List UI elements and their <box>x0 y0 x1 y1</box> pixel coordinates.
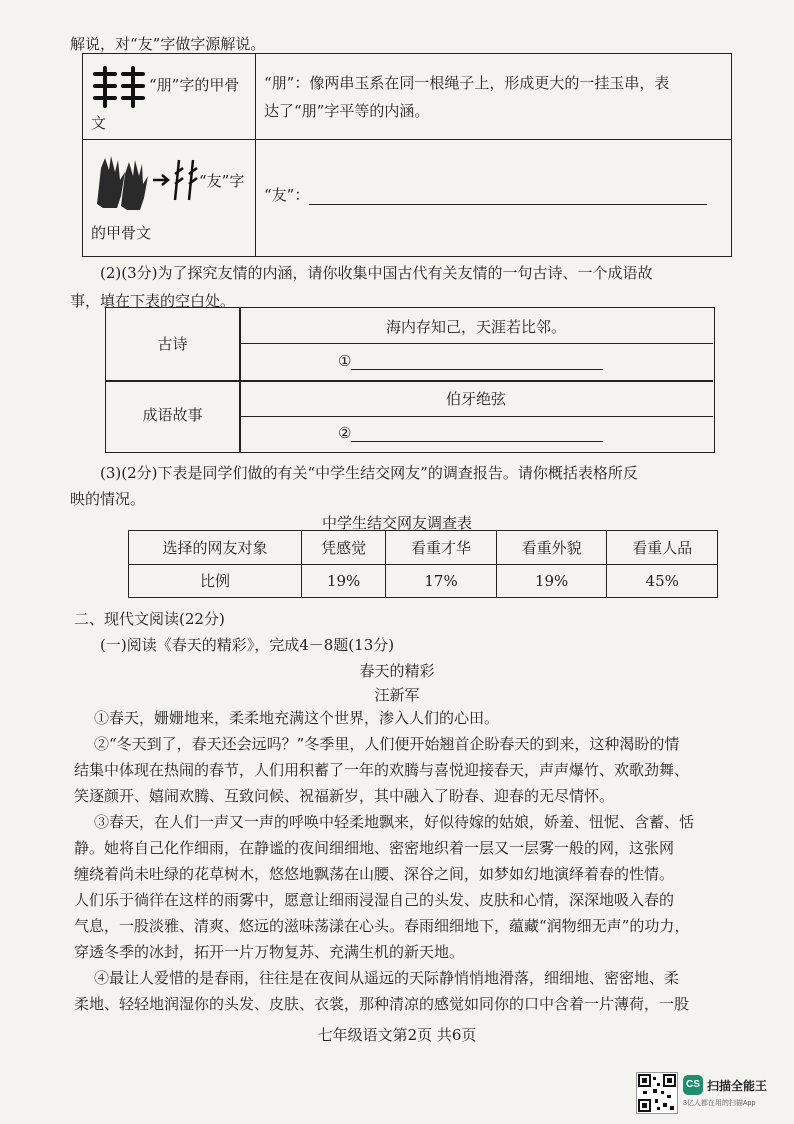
survey-value-looks: 19% <box>496 564 607 598</box>
friendship-table <box>105 307 715 453</box>
paragraph-3-line: 穿透冬季的冰封，拓开一片万物复苏、充满生机的新天地。 <box>74 943 465 961</box>
paragraph-2-line: 笑逐颜开、嬉闹欢腾、互致问候、祝福新岁，其中融入了盼春、迎春的无尽情怀。 <box>74 787 615 805</box>
qr-code <box>636 1072 678 1114</box>
q2-line-2: 事，填在下表的空白处。 <box>70 292 236 310</box>
section-heading: 二、现代文阅读(22分) <box>74 610 225 628</box>
poem-label: 古诗 <box>157 335 188 353</box>
article-author: 汪新军 <box>374 686 420 704</box>
survey-title: 中学生结交网友调查表 <box>321 514 472 532</box>
qr-code-icon <box>637 1073 677 1113</box>
peng-label-a: “朋”字的甲骨 <box>149 76 240 94</box>
poem-blank-field[interactable] <box>338 352 603 370</box>
paragraph-3-line: ③春天，在人们一声又一声的呼唤中轻柔地飘来，好似待嫁的姑娘，娇羞、忸怩、含蓄、恬 <box>94 813 695 831</box>
paragraph-4-line: ④最让人爱惜的是春雨，往往是在夜间从遥远的天际静悄悄地滑落，细细地、密密地、柔 <box>94 969 680 987</box>
etymology-table <box>82 53 732 257</box>
survey-row-label: 比例 <box>129 564 302 598</box>
paragraph-1: ①春天，姗姗地来，柔柔地充满这个世界，渗入人们的心田。 <box>94 709 500 727</box>
you-oracle-glyph <box>91 150 203 212</box>
survey-value-talent: 17% <box>386 564 497 598</box>
q3-line-2: 映的情况。 <box>70 490 146 508</box>
paragraph-3-line: 气息，一股淡雅、清爽、悠远的滋味荡漾在心头。春雨细细地下，蕴藏“润物细无声”的功力， <box>74 917 690 935</box>
peng-cell <box>83 54 256 140</box>
idiom-blank-line[interactable] <box>351 427 603 442</box>
you-answer[interactable] <box>264 184 707 205</box>
peng-explain-cell <box>256 54 732 140</box>
intro-line: 解说，对“友”字做字源解说。 <box>70 35 266 53</box>
poem-given: 海内存知己，天涯若比邻。 <box>385 318 566 336</box>
scanner-logo: CS <box>683 1075 703 1095</box>
paragraph-3-line: 人们乐于徜徉在这样的雨雾中，愿意让细雨浸湿自己的头发、皮肤和心情，深深地吸入春的 <box>74 891 675 909</box>
you-answer-blank[interactable] <box>309 190 707 205</box>
subsection-heading: (一)阅读《春天的精彩》，完成4－8题(13分) <box>100 636 395 654</box>
survey-header-character: 看重人品 <box>607 531 718 565</box>
survey-header-feeling: 凭感觉 <box>302 531 386 565</box>
poem-blank-line[interactable] <box>351 355 603 370</box>
scanner-name: 扫描全能王 <box>707 1079 768 1093</box>
paragraph-2-line: 结集中体现在热闹的春节，人们用积蓄了一年的欢腾与喜悦迎接春天，声声爆竹、欢歌劲舞、 <box>74 761 690 779</box>
paragraph-2-line: ②“冬天到了，春天还会远吗？”冬季里，人们便开始翘首企盼春天的到来，这种渴盼的情 <box>94 735 680 753</box>
peng-oracle-glyph <box>91 66 147 108</box>
you-label-b: 的甲骨文 <box>91 224 152 242</box>
peng-explain-2: 达了“朋”字平等的内涵。 <box>264 102 430 120</box>
q3-line-1: (3)(2分)下表是同学们做的有关“中学生结交网友”的调查报告。请你概括表格所反 <box>100 464 638 482</box>
idiom-given: 伯牙绝弦 <box>445 390 506 408</box>
survey-value-character: 45% <box>607 564 718 598</box>
idiom-blank-field[interactable] <box>338 424 603 442</box>
paragraph-3-line: 缠绕着尚未吐绿的花草树木，悠悠地飘荡在山腰、深谷之间，如梦如幻地演绎着春的性情。 <box>74 865 675 883</box>
you-cell <box>83 140 256 257</box>
article-title: 春天的精彩 <box>359 662 435 680</box>
survey-table <box>128 530 718 598</box>
idiom-label: 成语故事 <box>142 406 203 424</box>
paragraph-4-line: 柔地、轻轻地润湿你的头发、皮肤、衣裳，那种清凉的感觉如同你的口中含着一片薄荷，一股 <box>74 995 690 1013</box>
you-answer-prefix: “友”： <box>264 186 310 204</box>
survey-value-feeling: 19% <box>302 564 386 598</box>
page-footer: 七年级语文第2页 共6页 <box>317 1026 477 1044</box>
survey-header-talent: 看重才华 <box>386 531 497 565</box>
you-answer-cell <box>256 140 732 257</box>
you-label-a: “友”字 <box>199 172 245 190</box>
survey-header-target: 选择的网友对象 <box>129 531 302 565</box>
poem-blank-marker: ① <box>338 352 352 370</box>
peng-explain-1: “朋”：像两串玉系在同一根绳子上，形成更大的一挂玉串，表 <box>264 74 670 92</box>
idiom-blank-marker: ② <box>338 424 352 442</box>
survey-header-looks: 看重外貌 <box>496 531 607 565</box>
q2-line-1: (2)(3分)为了探究友情的内涵，请你收集中国古代有关友情的一句古诗、一个成语故 <box>100 264 653 282</box>
scanner-tagline: 3亿人都在用的扫描App <box>683 1100 756 1107</box>
paragraph-3-line: 静。她将自己化作细雨，在静谧的夜间细细地、密密地织着一层又一层雾一般的网，这张网 <box>74 839 675 857</box>
peng-label-b: 文 <box>91 114 107 132</box>
article-body <box>74 705 774 1017</box>
